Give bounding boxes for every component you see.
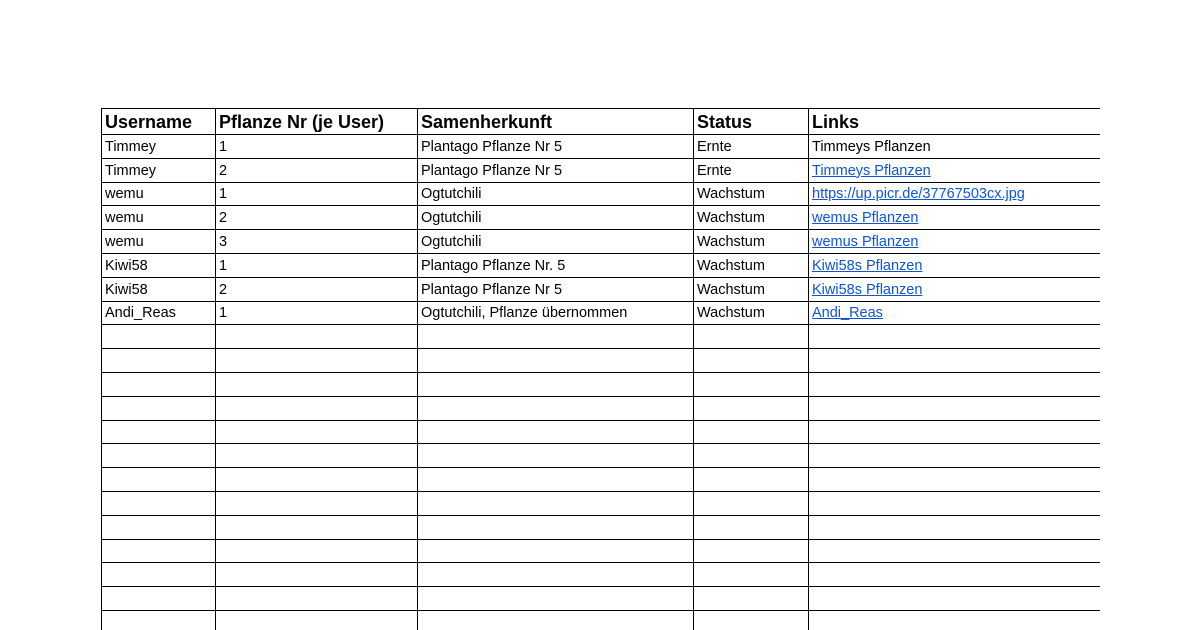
empty-cell xyxy=(216,587,418,611)
cell-pflanze-nr: 1 xyxy=(216,253,418,277)
empty-cell xyxy=(418,372,694,396)
cell-link xyxy=(809,182,1101,206)
cell-username: Andi_Reas xyxy=(102,301,216,325)
empty-cell xyxy=(418,468,694,492)
empty-cell xyxy=(418,610,694,630)
cell-status: Wachstum xyxy=(694,253,809,277)
cell-pflanze-nr: 2 xyxy=(216,277,418,301)
empty-cell xyxy=(418,515,694,539)
empty-cell xyxy=(216,468,418,492)
empty-cell xyxy=(809,515,1101,539)
empty-cell xyxy=(809,325,1101,349)
empty-cell xyxy=(102,563,216,587)
empty-cell xyxy=(418,539,694,563)
empty-cell xyxy=(809,491,1101,515)
empty-cell xyxy=(809,420,1101,444)
empty-cell xyxy=(809,610,1101,630)
cell-pflanze-nr: 2 xyxy=(216,158,418,182)
cell-username: wemu xyxy=(102,230,216,254)
empty-cell xyxy=(694,491,809,515)
header-samenherkunft: Samenherkunft xyxy=(418,109,694,135)
empty-cell xyxy=(102,539,216,563)
empty-cell xyxy=(694,563,809,587)
empty-cell xyxy=(694,587,809,611)
empty-row xyxy=(102,539,1101,563)
header-row xyxy=(102,109,1101,135)
empty-cell xyxy=(418,325,694,349)
empty-cell xyxy=(694,372,809,396)
empty-cell xyxy=(216,610,418,630)
empty-cell xyxy=(102,420,216,444)
cell-username: wemu xyxy=(102,206,216,230)
empty-row xyxy=(102,610,1101,630)
table-row xyxy=(102,230,1101,254)
empty-cell xyxy=(809,539,1101,563)
plant-table xyxy=(101,108,1100,630)
row-link[interactable]: wemus Pflanzen xyxy=(812,233,919,250)
empty-cell xyxy=(102,349,216,373)
empty-cell xyxy=(102,587,216,611)
empty-cell xyxy=(694,420,809,444)
empty-cell xyxy=(418,587,694,611)
cell-status: Ernte xyxy=(694,135,809,159)
empty-cell xyxy=(809,372,1101,396)
cell-link xyxy=(809,158,1101,182)
empty-row xyxy=(102,444,1101,468)
empty-row xyxy=(102,325,1101,349)
empty-row xyxy=(102,420,1101,444)
empty-cell xyxy=(102,491,216,515)
cell-samenherkunft: Ogtutchili, Pflanze übernommen xyxy=(418,301,694,325)
empty-cell xyxy=(102,468,216,492)
row-link[interactable]: Kiwi58s Pflanzen xyxy=(812,257,923,274)
cell-status: Wachstum xyxy=(694,230,809,254)
cell-pflanze-nr: 1 xyxy=(216,182,418,206)
header-status: Status xyxy=(694,109,809,135)
empty-cell xyxy=(418,491,694,515)
cell-status: Wachstum xyxy=(694,182,809,206)
header-username: Username xyxy=(102,109,216,135)
empty-cell xyxy=(102,396,216,420)
cell-link xyxy=(809,253,1101,277)
cell-samenherkunft: Plantago Pflanze Nr 5 xyxy=(418,135,694,159)
cell-status: Ernte xyxy=(694,158,809,182)
empty-cell xyxy=(809,563,1101,587)
cell-username: Kiwi58 xyxy=(102,253,216,277)
header-pflanze-nr: Pflanze Nr (je User) xyxy=(216,109,418,135)
empty-cell xyxy=(809,349,1101,373)
cell-pflanze-nr: 1 xyxy=(216,301,418,325)
empty-cell xyxy=(418,349,694,373)
cell-link: Timmeys Pflanzen xyxy=(809,135,1101,159)
empty-cell xyxy=(418,420,694,444)
empty-cell xyxy=(216,372,418,396)
cell-samenherkunft: Plantago Pflanze Nr 5 xyxy=(418,277,694,301)
empty-cell xyxy=(216,563,418,587)
empty-cell xyxy=(694,349,809,373)
empty-cell xyxy=(809,587,1101,611)
cell-link xyxy=(809,277,1101,301)
empty-cell xyxy=(102,444,216,468)
row-link[interactable]: Andi_Reas xyxy=(812,305,883,322)
empty-row xyxy=(102,587,1101,611)
cell-username: wemu xyxy=(102,182,216,206)
table-body xyxy=(102,135,1101,630)
empty-cell xyxy=(102,325,216,349)
table-row xyxy=(102,158,1101,182)
table-row xyxy=(102,277,1101,301)
empty-cell xyxy=(216,539,418,563)
empty-cell xyxy=(216,444,418,468)
empty-row xyxy=(102,468,1101,492)
empty-cell xyxy=(809,444,1101,468)
cell-pflanze-nr: 3 xyxy=(216,230,418,254)
row-link[interactable]: Kiwi58s Pflanzen xyxy=(812,281,923,298)
empty-cell xyxy=(216,420,418,444)
cell-link xyxy=(809,230,1101,254)
cell-samenherkunft: Ogtutchili xyxy=(418,182,694,206)
cell-link xyxy=(809,206,1101,230)
empty-cell xyxy=(216,515,418,539)
cell-pflanze-nr: 2 xyxy=(216,206,418,230)
table-row xyxy=(102,135,1101,159)
empty-row xyxy=(102,372,1101,396)
empty-cell xyxy=(694,539,809,563)
empty-cell xyxy=(216,491,418,515)
empty-cell xyxy=(809,468,1101,492)
cell-username: Timmey xyxy=(102,135,216,159)
empty-cell xyxy=(102,515,216,539)
row-link[interactable]: https://up.picr.de/37767503cx.jpg xyxy=(812,186,1025,203)
empty-cell xyxy=(102,610,216,630)
header-links: Links xyxy=(809,109,1101,135)
cell-status: Wachstum xyxy=(694,301,809,325)
empty-cell xyxy=(694,325,809,349)
empty-cell xyxy=(694,468,809,492)
empty-cell xyxy=(694,396,809,420)
cell-username: Timmey xyxy=(102,158,216,182)
empty-row xyxy=(102,491,1101,515)
cell-status: Wachstum xyxy=(694,277,809,301)
empty-row xyxy=(102,396,1101,420)
empty-cell xyxy=(216,396,418,420)
cell-samenherkunft: Ogtutchili xyxy=(418,230,694,254)
cell-samenherkunft: Ogtutchili xyxy=(418,206,694,230)
spreadsheet xyxy=(101,108,1100,630)
table-row xyxy=(102,301,1101,325)
empty-cell xyxy=(418,444,694,468)
table-row xyxy=(102,253,1101,277)
empty-cell xyxy=(418,396,694,420)
empty-cell xyxy=(694,444,809,468)
row-link[interactable]: wemus Pflanzen xyxy=(812,210,919,227)
empty-cell xyxy=(694,515,809,539)
cell-link xyxy=(809,301,1101,325)
table-row xyxy=(102,182,1101,206)
empty-row xyxy=(102,563,1101,587)
empty-cell xyxy=(216,349,418,373)
empty-cell xyxy=(216,325,418,349)
cell-samenherkunft: Plantago Pflanze Nr. 5 xyxy=(418,253,694,277)
cell-pflanze-nr: 1 xyxy=(216,135,418,159)
table-row xyxy=(102,206,1101,230)
row-link[interactable]: Timmeys Pflanzen xyxy=(812,162,931,179)
empty-cell xyxy=(418,563,694,587)
cell-status: Wachstum xyxy=(694,206,809,230)
empty-row xyxy=(102,515,1101,539)
empty-row xyxy=(102,349,1101,373)
empty-cell xyxy=(694,610,809,630)
empty-cell xyxy=(102,372,216,396)
cell-samenherkunft: Plantago Pflanze Nr 5 xyxy=(418,158,694,182)
empty-cell xyxy=(809,396,1101,420)
cell-username: Kiwi58 xyxy=(102,277,216,301)
